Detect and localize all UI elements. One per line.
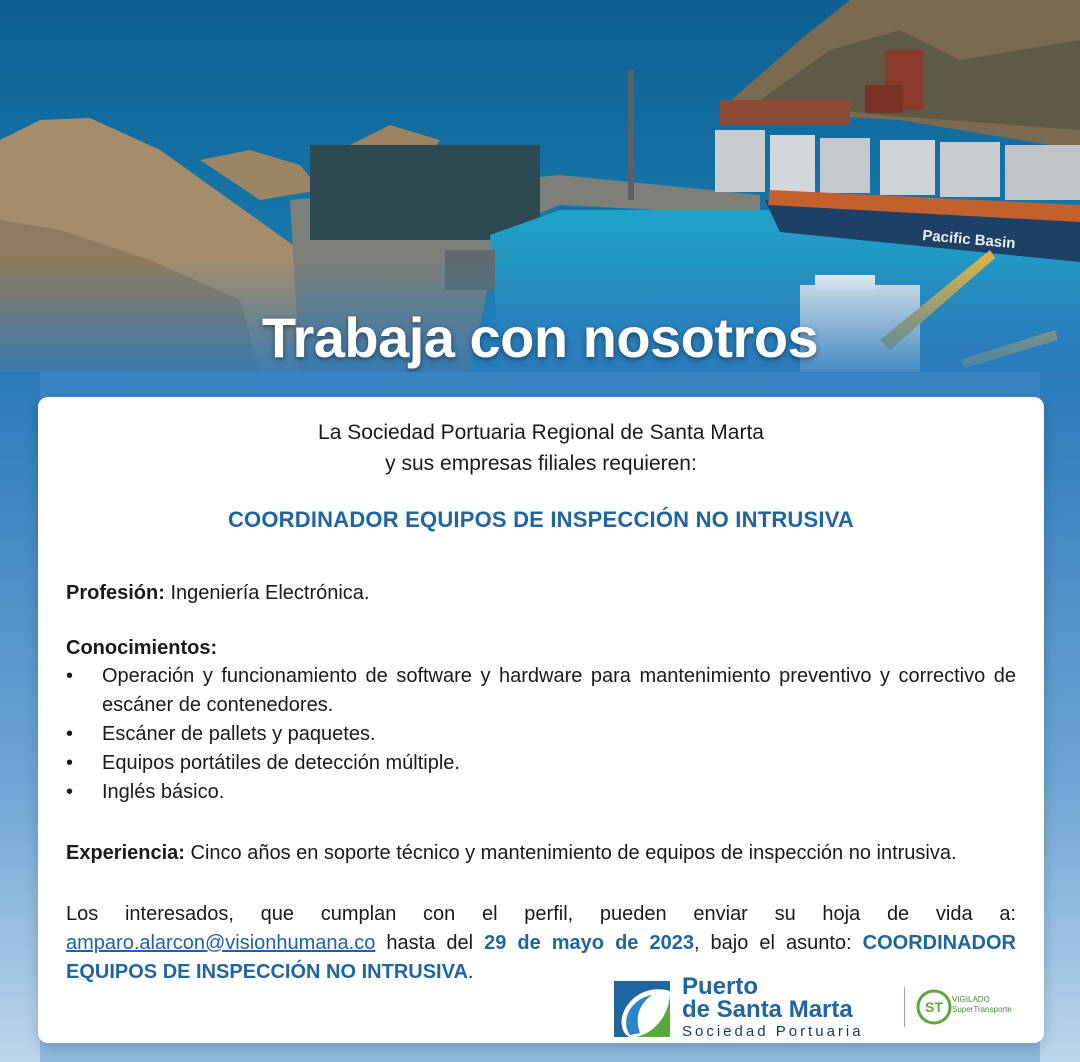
hero-title: Trabaja con nosotros bbox=[261, 306, 819, 369]
contact-text-before: Los interesados, que cumplan con el perfil, pueden enviar su hoja de vida a: bbox=[66, 903, 1016, 925]
experience-row bbox=[66, 839, 1016, 867]
intro-line-2: y sus empresas filiales requieren: bbox=[385, 452, 697, 475]
knowledge-list bbox=[66, 662, 1016, 807]
st-line-1: VIGILADO bbox=[952, 995, 990, 1004]
contact-text-mid: hasta del bbox=[375, 932, 485, 954]
st-mark-text: ST bbox=[925, 999, 943, 1015]
logo-divider bbox=[904, 987, 905, 1027]
contact-text-end: . bbox=[467, 961, 474, 983]
puerto-santa-marta-logo-icon bbox=[610, 977, 674, 1041]
experience-label: Experiencia: bbox=[66, 842, 185, 864]
supertransporte-text bbox=[952, 995, 1012, 1015]
footer-logos bbox=[610, 973, 1030, 1041]
intro-text bbox=[66, 417, 1016, 479]
supertransporte-logo-icon bbox=[916, 989, 952, 1025]
job-offer-card bbox=[38, 397, 1044, 1043]
contact-paragraph bbox=[66, 900, 1016, 987]
hero-banner bbox=[0, 0, 1080, 372]
knowledge-item: • Inglés básico. bbox=[66, 778, 1016, 807]
knowledge-label: Conocimientos: bbox=[66, 637, 218, 659]
position-title: COORDINADOR EQUIPOS DE INSPECCIÓN NO INTRUSIVA bbox=[227, 507, 855, 532]
contact-text-subject: , bajo el asunto: bbox=[693, 932, 863, 954]
port-logo-line-1: Puerto bbox=[682, 973, 759, 1000]
deadline-date: 29 de mayo de 2023 bbox=[484, 932, 694, 954]
port-logo-subtitle: Sociedad Portuaria bbox=[682, 1023, 864, 1040]
knowledge-item: • Equipos portátiles de detección múltiple. bbox=[66, 749, 1016, 778]
profession-row bbox=[66, 579, 1016, 607]
knowledge-item: • Operación y funcionamiento de software y hardware para mantenimiento preventivo y correctivo de escáner de contenedores. bbox=[66, 662, 1016, 720]
left-decor-strip bbox=[0, 372, 40, 1062]
port-logo-line-2: de Santa Marta bbox=[682, 996, 853, 1023]
st-line-2: SuperTransporte bbox=[952, 1005, 1012, 1014]
intro-line-1: La Sociedad Portuaria Regional de Santa Marta bbox=[318, 421, 764, 444]
knowledge-item: • Escáner de pallets y paquetes. bbox=[66, 720, 1016, 749]
experience-value: Cinco años en soporte técnico y mantenimiento de equipos de inspección no intrusiva. bbox=[190, 842, 957, 864]
email-subject: COORDINADOR EQUIPOS DE INSPECCIÓN NO INTRUSIVA bbox=[66, 932, 1016, 983]
profession-label: Profesión: bbox=[66, 582, 165, 604]
port-logo-name bbox=[682, 975, 853, 1021]
profession-value: Ingeniería Electrónica. bbox=[170, 582, 370, 604]
right-decor-strip bbox=[1040, 372, 1080, 1062]
email-link[interactable]: amparo.alarcon@visionhumana.co bbox=[66, 932, 376, 954]
